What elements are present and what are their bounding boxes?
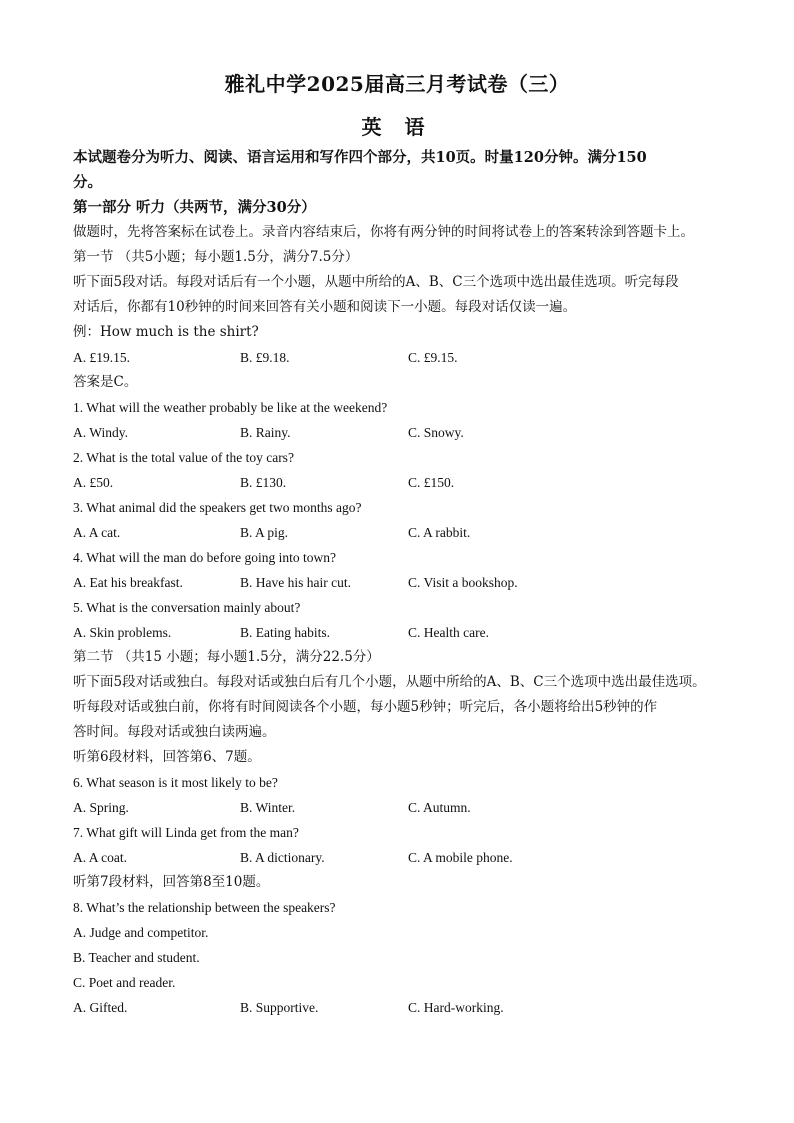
example-options (73, 345, 723, 370)
question-5: 5. What is the conversation mainly about? (73, 600, 301, 615)
option-b: B. Eating habits. (240, 625, 330, 640)
option-b: B. A dictionary. (240, 850, 325, 865)
section2-instruction-3: 答时间。每段对话或独白读两遍。 (73, 724, 276, 740)
question-8-option-a: A. Judge and competitor. (73, 925, 209, 940)
exam-title: 雅礼中学2025届高三月考试卷（三） (224, 72, 570, 96)
question-2: 2. What is the total value of the toy cars? (73, 450, 294, 465)
section1-heading: 第一节 （共5小题；每小题1.5分，满分7.5分） (73, 249, 359, 265)
option-b: B. Have his hair cut. (240, 575, 351, 590)
part1-heading: 第一部分 听力（共两节，满分30分） (73, 199, 316, 216)
option-b: B. Supportive. (240, 1000, 319, 1015)
intro-line-1: 本试题卷分为听力、阅读、语言运用和写作四个部分，共10页。时量120分钟。满分150 (73, 149, 647, 166)
option-c: C. Autumn. (408, 800, 471, 815)
intro-line-2: 分。 (73, 174, 102, 191)
example-question: 例：How much is the shirt? (73, 324, 259, 340)
option-c: C. Snowy. (408, 425, 464, 440)
part1-instruction: 做题时，先将答案标在试卷上。录音内容结束后，你将有两分钟的时间将试卷上的答案转涂到答题卡上。 (73, 224, 694, 240)
option-a: A. £50. (73, 475, 114, 490)
option-a: A. Eat his breakfast. (73, 575, 183, 590)
option-c: C. Hard-working. (408, 1000, 504, 1015)
question-1: 1. What will the weather probably be like at the weekend? (73, 400, 388, 415)
question-2-options (73, 470, 723, 495)
option-a: A. A cat. (73, 525, 121, 540)
question-3: 3. What animal did the speakers get two months ago? (73, 500, 362, 515)
material-6-label: 听第6段材料，回答第6、7题。 (73, 749, 261, 765)
option-c: C. £9.15. (408, 350, 458, 365)
question-8: 8. What’s the relationship between the speakers? (73, 900, 336, 915)
question-7-options (73, 845, 723, 870)
question-8-option-b: B. Teacher and student. (73, 950, 200, 965)
question-6: 6. What season is it most likely to be? (73, 775, 278, 790)
option-a: A. £19.15. (73, 350, 130, 365)
section2-instruction-1: 听下面5段对话或独白。每段对话或独白后有几个小题，从题中所给的A、B、C三个选项中选出最佳选项。 (73, 674, 706, 690)
question-1-options (73, 420, 723, 445)
option-c: C. A mobile phone. (408, 850, 513, 865)
question-5-options (73, 620, 723, 645)
question-6-options (73, 795, 723, 820)
section1-instruction-1: 听下面5段对话。每段对话后有一个小题，从题中所给的A、B、C三个选项中选出最佳选项。听完每段 (73, 274, 679, 290)
exam-subject: 英 语 (361, 115, 433, 139)
question-8-option-c: C. Poet and reader. (73, 975, 176, 990)
option-c: C. Health care. (408, 625, 489, 640)
section2-heading: 第二节 （共15 小题；每小题1.5分，满分22.5分） (73, 649, 380, 665)
section2-instruction-2: 听每段对话或独白前，你将有时间阅读各个小题，每小题5秒钟；听完后，各小题将给出5秒钟的作 (73, 699, 658, 715)
question-7: 7. What gift will Linda get from the man? (73, 825, 299, 840)
option-a: A. Spring. (73, 800, 129, 815)
option-c: C. A rabbit. (408, 525, 471, 540)
material-7-label: 听第7段材料，回答第8至10题。 (73, 874, 270, 890)
question-4: 4. What will the man do before going into town? (73, 550, 336, 565)
option-b: B. Rainy. (240, 425, 291, 440)
question-4-options (73, 570, 723, 595)
question-9-options (73, 995, 723, 1020)
option-b: B. £130. (240, 475, 287, 490)
question-3-options (73, 520, 723, 545)
option-b: B. £9.18. (240, 350, 290, 365)
option-b: B. Winter. (240, 800, 296, 815)
section1-instruction-2: 对话后，你都有10秒钟的时间来回答有关小题和阅读下一小题。每段对话仅读一遍。 (73, 299, 577, 315)
example-answer: 答案是C。 (73, 374, 138, 390)
option-a: A. Windy. (73, 425, 128, 440)
option-c: C. Visit a bookshop. (408, 575, 518, 590)
option-c: C. £150. (408, 475, 455, 490)
option-a: A. Gifted. (73, 1000, 128, 1015)
option-b: B. A pig. (240, 525, 289, 540)
option-a: A. Skin problems. (73, 625, 172, 640)
option-a: A. A coat. (73, 850, 127, 865)
